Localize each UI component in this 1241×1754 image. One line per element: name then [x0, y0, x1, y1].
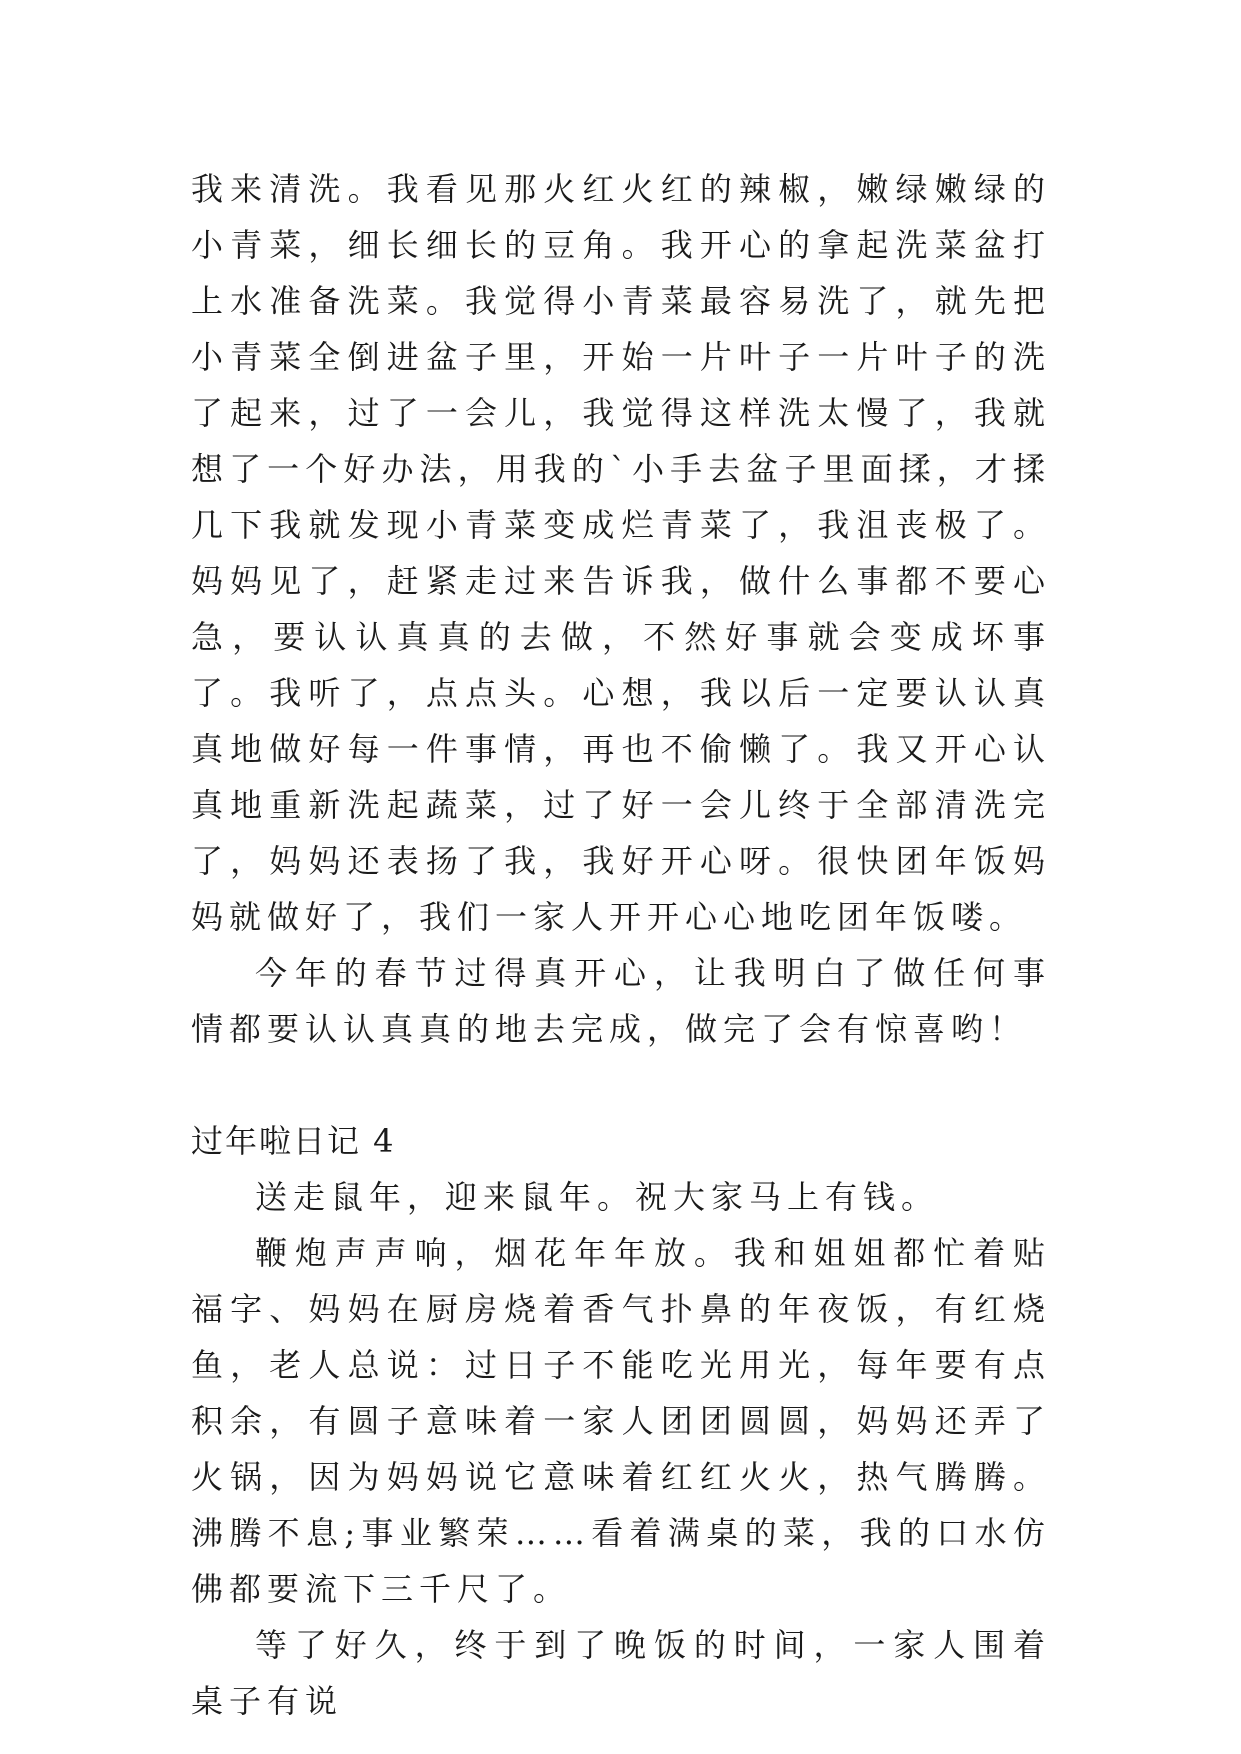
section-paragraph-2: 鞭炮声声响，烟花年年放。我和姐姐都忙着贴福字、妈妈在厨房烧着香气扑鼻的年夜饭，有红烧鱼，老人总说：过日子不能吃光用光，每年要有点积余，有圆子意味着一家人团团圆圆，妈妈还弄了火锅，因为妈妈说它意味着红红火火，热气腾腾。沸腾不息;事业繁荣……看着满桌的菜，我的口水仿佛都要流下三千尺了。: [191, 1234, 1051, 1608]
document-body: [191, 161, 1051, 1729]
section-paragraph-3: 等了好久，终于到了晚饭的时间，一家人围着桌子有说: [191, 1626, 1051, 1720]
section-heading: 过年啦日记 4: [191, 1122, 396, 1160]
section-gap: [191, 1057, 1051, 1113]
paragraph-conclusion: 今年的春节过得真开心，让我明白了做任何事情都要认认真真的地去完成，做完了会有惊喜哟！: [191, 954, 1051, 1048]
section-paragraph-1: 送走鼠年，迎来鼠年。祝大家马上有钱。: [255, 1178, 940, 1216]
paragraph-continued: 我来清洗。我看见那火红火红的辣椒，嫩绿嫩绿的小青菜，细长细长的豆角。我开心的拿起洗菜盆打上水准备洗菜。我觉得小青菜最容易洗了，就先把小青菜全倒进盆子里，开始一片叶子一片叶子的洗了起来，过了一会儿，我觉得这样洗太慢了，我就想了一个好办法，用我的`小手去盆子里面揉，才揉几下我就发现小青菜变成烂青菜了，我沮丧极了。妈妈见了，赶紧走过来告诉我，做什么事都不要心急，要认认真真的去做，不然好事就会变成坏事了。我听了，点点头。心想，我以后一定要认认真真地做好每一件事情，再也不偷懒了。我又开心认真地重新洗起蔬菜，过了好一会儿终于全部清洗完了，妈妈还表扬了我，我好开心呀。很快团年饭妈妈就做好了，我们一家人开开心心地吃团年饭喽。: [191, 170, 1051, 936]
